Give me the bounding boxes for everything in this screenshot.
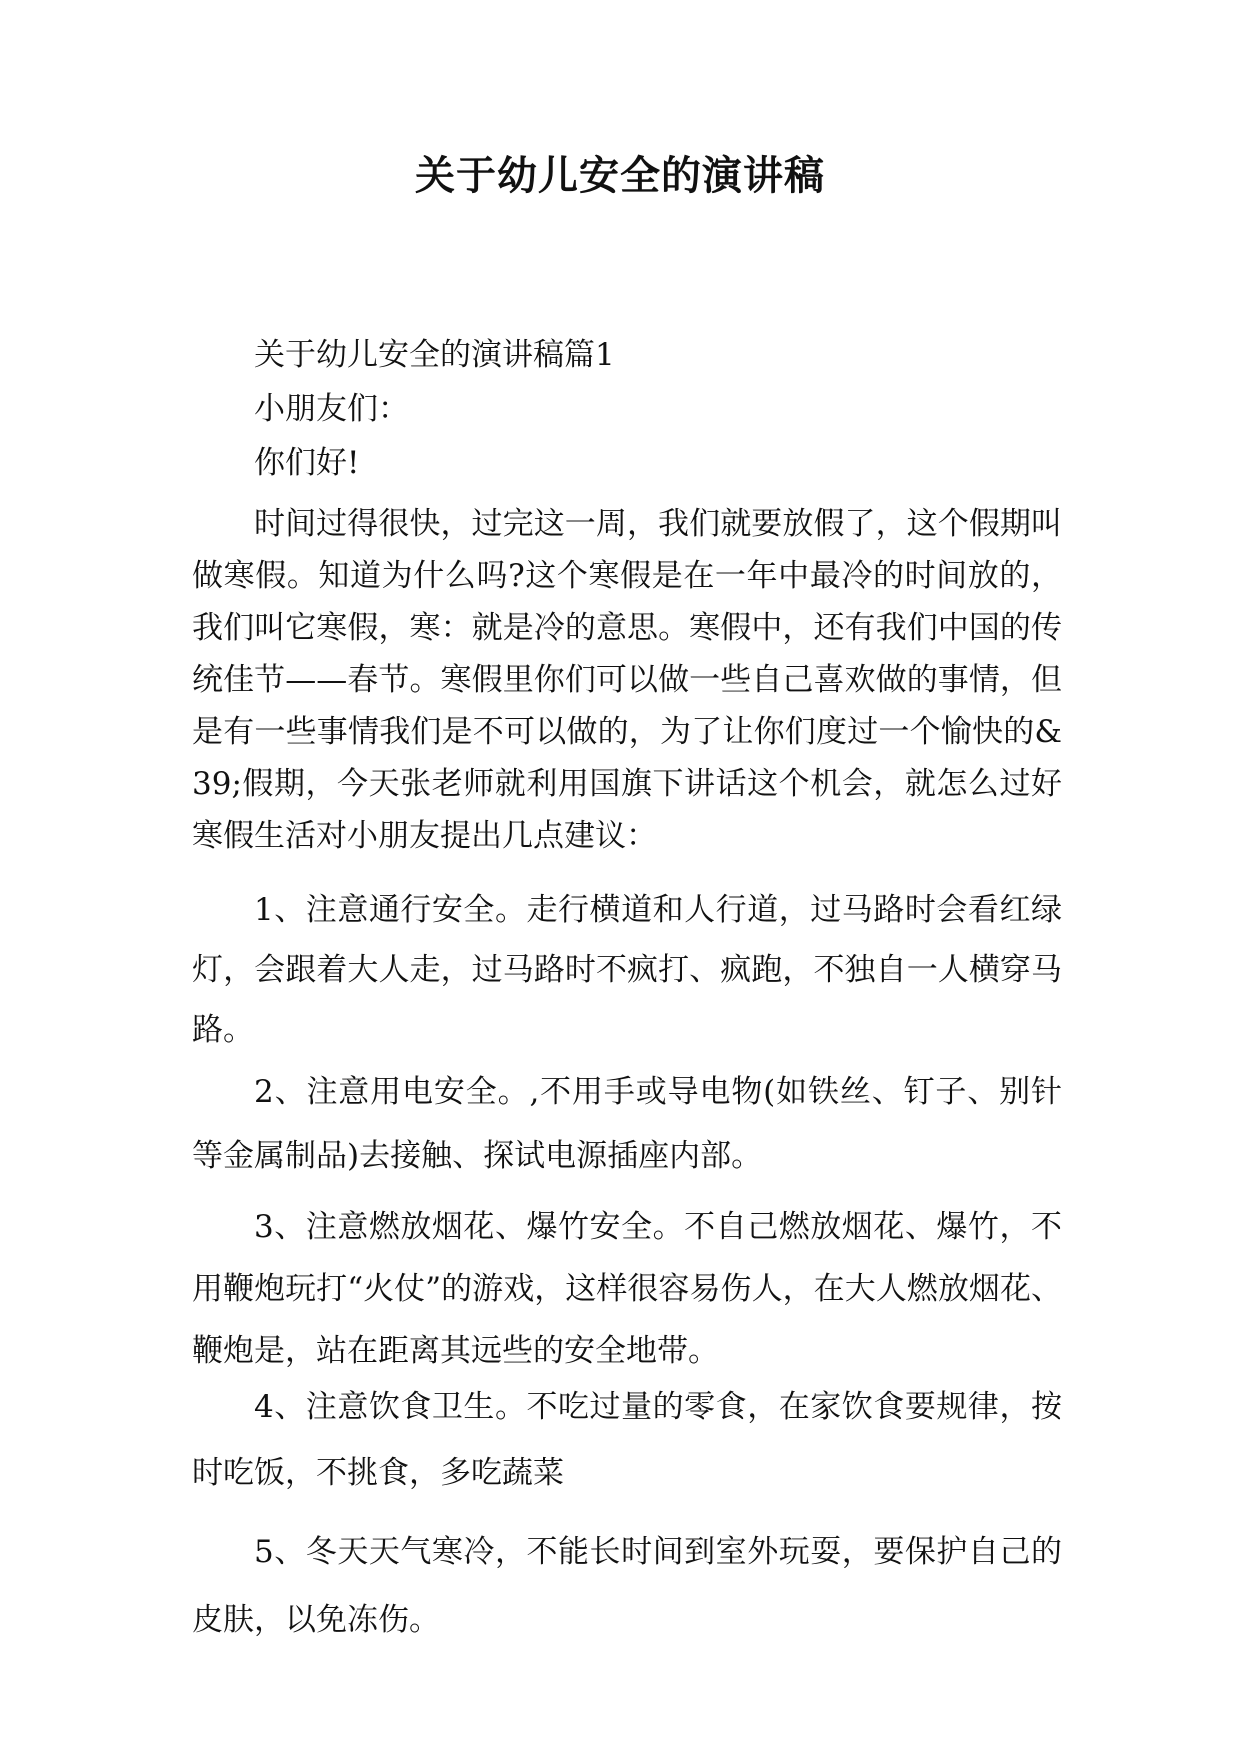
paragraph-intro: 时间过得很快，过完这一周，我们就要放假了，这个假期叫做寒假。知道为什么吗?这个寒假是在一年中最冷的时间放的，我们叫它寒假，寒：就是冷的意思。寒假中，还有我们中国的传统佳节——春节。寒假里你们可以做一些自己喜欢做的事情，但是有一些事情我们是不可以做的，为了让你们度过一个愉快的&39;假期，今天张老师就利用国旗下讲话这个机会，就怎么过好寒假生活对小朋友提出几点建议： — [192, 506, 1062, 854]
salutation: 小朋友们： — [254, 391, 409, 427]
section-heading: 关于幼儿安全的演讲稿篇1 — [254, 337, 615, 373]
paragraph-food-hygiene: 4、注意饮食卫生。不吃过量的零食，在家饮食要规律，按时吃饭，不挑食，多吃蔬菜 — [192, 1389, 1062, 1491]
paragraph-firework-safety: 3、注意燃放烟花、爆竹安全。不自己燃放烟花、爆竹，不用鞭炮玩打“火仗”的游戏，这样很容易伤人，在大人燃放烟花、鞭炮是，站在距离其远些的安全地带。 — [192, 1209, 1062, 1369]
paragraph-cold-weather: 5、冬天天气寒冷，不能长时间到室外玩耍，要保护自己的皮肤，以免冻伤。 — [192, 1534, 1062, 1638]
paragraph-traffic-safety: 1、注意通行安全。走行横道和人行道，过马路时会看红绿灯，会跟着大人走，过马路时不疯打、疯跑，不独自一人横穿马路。 — [192, 892, 1062, 1048]
greeting: 你们好! — [254, 445, 360, 481]
paragraph-electric-safety: 2、注意用电安全。,不用手或导电物(如铁丝、钉子、别针等金属制品)去接触、探试电源插座内部。 — [192, 1074, 1062, 1174]
document-title: 关于幼儿安全的演讲稿 — [415, 153, 825, 199]
